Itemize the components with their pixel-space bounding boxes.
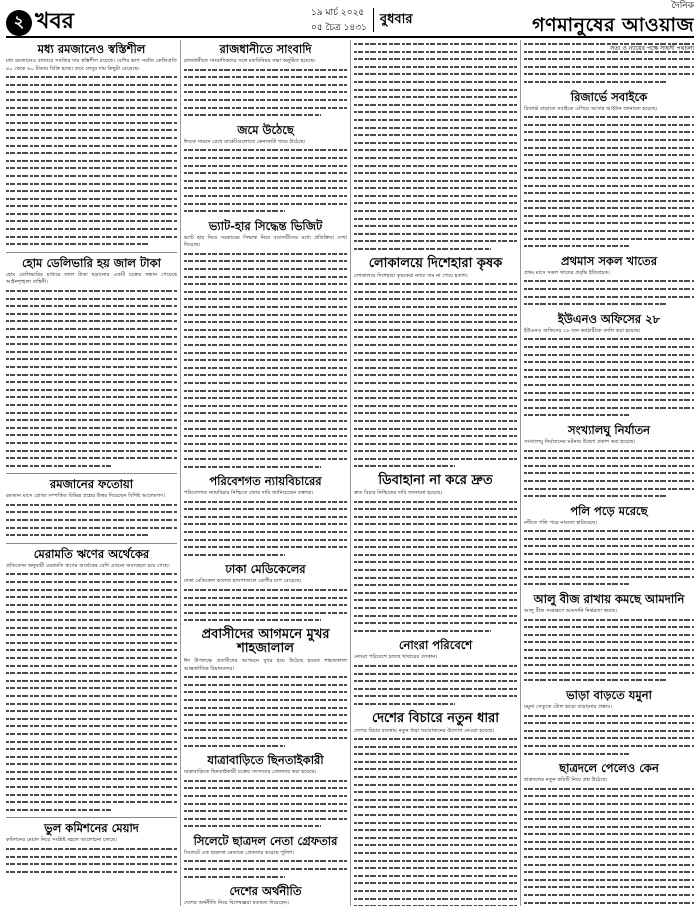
- masthead: [6, 2, 694, 38]
- article-lead: রাজধানীতে সাংবাদিকদের সঙ্গে মতবিনিময় সভা অনুষ্ঠিত হয়েছে।: [184, 58, 316, 64]
- article-lead: লোকালয়ে দিশেহারা কৃষকেরা ন্যায্য দাম না পেয়ে হতাশ।: [354, 272, 468, 279]
- article: [184, 123, 347, 215]
- headline: হোম ডেলিভারি হয় জাল টাকা: [22, 255, 161, 270]
- article-lead: প্রতিবেদন অনুযায়ী মেরামতি ঋণের অর্থেকের বেশি এখনো অব্যবহৃত রয়ে গেছে।: [6, 562, 170, 569]
- article: [184, 562, 347, 624]
- article: [184, 628, 347, 749]
- article: [184, 884, 347, 906]
- headline: ডিবাহানা না করে দ্রুত: [378, 473, 493, 489]
- article-lead: ঈদকে সামনে রেখে মার্কেটগুলোতে কেনাকাটা জমে উঠেছে।: [184, 138, 306, 145]
- article-lead: ঈদ উপলক্ষে প্রবাসীদের আগমনে মুখর হয়ে উঠেছে হযরত শাহজালাল আন্তর্জাতিক বিমানবন্দর।: [184, 658, 347, 672]
- column-rule: [350, 40, 351, 906]
- article-lead: যাত্রাবাড়িতে ছিনতাইকারী চক্রের সদস্যদের গ্রেফতার করা হয়েছে।: [184, 769, 317, 776]
- article-lead: দ্রুত বিচার নিশ্চিতের দাবি জানানো হয়েছে।: [354, 490, 443, 497]
- headline: যাত্রাবাড়িতে ছিনতাইকারী: [207, 753, 324, 768]
- article-lead: আলু বীজ সংরক্ষণে আমদানি নির্ভরতা কমছে।: [524, 608, 618, 615]
- article-lead: রমজান মাসে রোজা সম্পর্কিত বিভিন্ন প্রশ্নের উত্তর দিয়েছেন বিশিষ্ট আলেমগণ।: [6, 493, 166, 500]
- headline: রমজানের ফতোয়া: [49, 477, 134, 492]
- article: [524, 592, 694, 684]
- weekday: বুধবার: [379, 11, 413, 27]
- headline: দেশের অর্থনীতি: [229, 884, 302, 899]
- column-rule: [520, 40, 521, 906]
- headline: প্রথমাস সকল খাতের: [560, 253, 658, 268]
- article-lead: দেশের অর্থনীতি নিয়ে বিশেষজ্ঞরা মতামত দিয়েছেন।: [184, 900, 289, 906]
- column-2: [184, 40, 347, 906]
- column-1: [6, 40, 177, 906]
- article: [184, 219, 347, 470]
- headline: রিজার্ভে সবাইকে: [570, 89, 648, 104]
- article: [524, 254, 694, 308]
- headline: দেশের বিচারে নতুন ধারা: [371, 710, 500, 726]
- headline: লোকালয়ে দিশেহারা কৃষক: [368, 255, 503, 271]
- headline: ভাড়া বাড়তে যমুনা: [566, 687, 652, 702]
- article-lead: ঢাকা মেডিকেল কলেজ হাসপাতালে রোগীর চাপ বেড়েছে।: [184, 578, 302, 585]
- article-lead: যমুনা সেতুতে টোল ভাড়া বাড়ানোর প্রস্তাব।: [524, 703, 612, 710]
- headline: নোংরা পরিবেশে: [398, 638, 473, 653]
- column-3: [354, 40, 517, 906]
- article-lead: রিজার্ভ বাড়াতে সবাইকে এগিয়ে আসার আহ্বান জানানো হয়েছে।: [524, 105, 658, 112]
- article-lead: ছাত্রদলের নতুন কমিটি নিয়ে প্রশ্ন উঠেছে।: [524, 777, 608, 784]
- article-lead: প্রথম মাসে সকল খাতের প্রবৃদ্ধি ইতিবাচক।: [524, 269, 610, 276]
- date-separator: [373, 8, 374, 32]
- page-section-title: [6, 4, 74, 41]
- page-number-badge: ২: [6, 10, 32, 36]
- article-lead: নোংরা পরিবেশে চলছে খাবারের দোকান।: [354, 654, 438, 661]
- article: [184, 474, 347, 558]
- article-lead: নদীতে পলি পড়ে নাব্যতা হারিয়েছে।: [524, 519, 598, 526]
- date-block: [311, 5, 413, 35]
- article: [524, 423, 694, 500]
- article: [6, 547, 177, 814]
- headline: পলি পড়ে মরেছে: [570, 503, 648, 518]
- article-lead: সিলেটে এক ছাত্রদল নেতাকে গ্রেফতার করেছে পুলিশ।: [184, 849, 295, 856]
- headline: পরিবেশগত ন্যায়বিচারের: [209, 474, 322, 489]
- headline: ছাত্রদলে পেলেও কেন: [559, 761, 659, 776]
- article: [354, 257, 517, 470]
- headline: ইউএনও অফিসের ২৮: [557, 311, 661, 326]
- article-lead: হোম ডেলিভারির মাধ্যমে জাল টাকা ছড়ানোর একটি চক্রের সন্ধান পেয়েছে আইনশৃঙ্খলা বাহিনী।: [6, 271, 177, 286]
- paper-tagline: দৈনিক: [671, 1, 694, 11]
- article-lead: পরিবেশগত ন্যায়বিচার নিশ্চিতে জোর দাবি জানিয়েছেন বক্তারা।: [184, 490, 314, 497]
- headline: আলু বীজ রাখায় কমছে আমদানি: [533, 592, 685, 607]
- headline: জমে উঠেছে: [237, 122, 294, 137]
- article: [354, 474, 517, 634]
- headline: মধ্য রমজানেও স্বস্তিশীল: [37, 42, 146, 56]
- headline: প্রবাসীদের আগমনে মুখর শাহজালাল: [201, 627, 330, 656]
- article: [184, 753, 347, 830]
- column-rule: [180, 40, 181, 906]
- headline: রাজধানীতে সাংবাদি: [219, 42, 312, 56]
- date-bangla: ০৫ চৈত্র ১৪৩১: [311, 23, 367, 33]
- section-name: খবর: [35, 8, 74, 34]
- date-english: ১৯ মার্চ ২০২৫: [311, 8, 365, 18]
- article: [524, 761, 694, 906]
- headline: মেরামতি ঋণের অর্থেকের: [33, 546, 150, 561]
- headline: ভ্যাট-হার সিদ্ধেন্ত ভিজিট: [208, 218, 323, 233]
- article: [354, 712, 517, 907]
- column-4: [524, 40, 694, 906]
- article: [524, 504, 694, 588]
- article: [524, 40, 694, 86]
- headline: সংখ্যালঘু নির্যাতন: [567, 422, 651, 437]
- article-lead: সংখ্যালঘু নির্যাতনের ঘটনায় উদ্বেগ প্রকাশ করা হয়েছে।: [524, 438, 636, 445]
- headline: ঢাকা মেডিকেলের: [225, 562, 306, 577]
- article: [524, 312, 694, 419]
- article-lead: মধ্য রমজানেও বাজারে সবজির দাম স্বস্তিশীল রয়েছে। বেশির ভাগ সবজি কেজিপ্রতি ৪০ থেকে ৬০ টাকায় বিক্রি হচ্ছে। তবে লেবুর দাম কিছুটা বেড়েছে।: [6, 58, 177, 72]
- paper-name: গণমানুষের আওয়াজ: [532, 14, 694, 36]
- article: [184, 42, 347, 119]
- article: [6, 821, 177, 875]
- article: [6, 256, 177, 469]
- article: [354, 40, 517, 253]
- article: [524, 90, 694, 250]
- headline: ভুল কমিশনের মেয়াদ: [44, 821, 139, 836]
- article-lead: কমিশনের মেয়াদ নিয়ে সংশ্লিষ্ট মহলে আলোচনা চলছে।: [6, 837, 117, 844]
- article-lead: দেশের বিচার ব্যবস্থায় নতুন ধারা সংযোজনের উদ্যোগ নেওয়া হয়েছে।: [354, 727, 495, 734]
- article: [6, 477, 177, 539]
- article: [6, 42, 177, 248]
- article: [354, 638, 517, 707]
- article: [184, 834, 347, 880]
- headline: সিলেটে ছাত্রদল নেতা গ্রেফতার: [193, 833, 338, 848]
- article: [524, 688, 694, 757]
- article-lead: ভ্যাট হার নিয়ে সরকারের সিদ্ধান্ত নিয়ে ব্যবসায়ীদের মধ্যে প্রতিক্রিয়া দেখা দিয়েছে।: [184, 234, 347, 249]
- article-lead: ইউএনও অফিসের ২৮ জন কর্মচারীকে বদলি করা হয়েছে।: [524, 327, 641, 334]
